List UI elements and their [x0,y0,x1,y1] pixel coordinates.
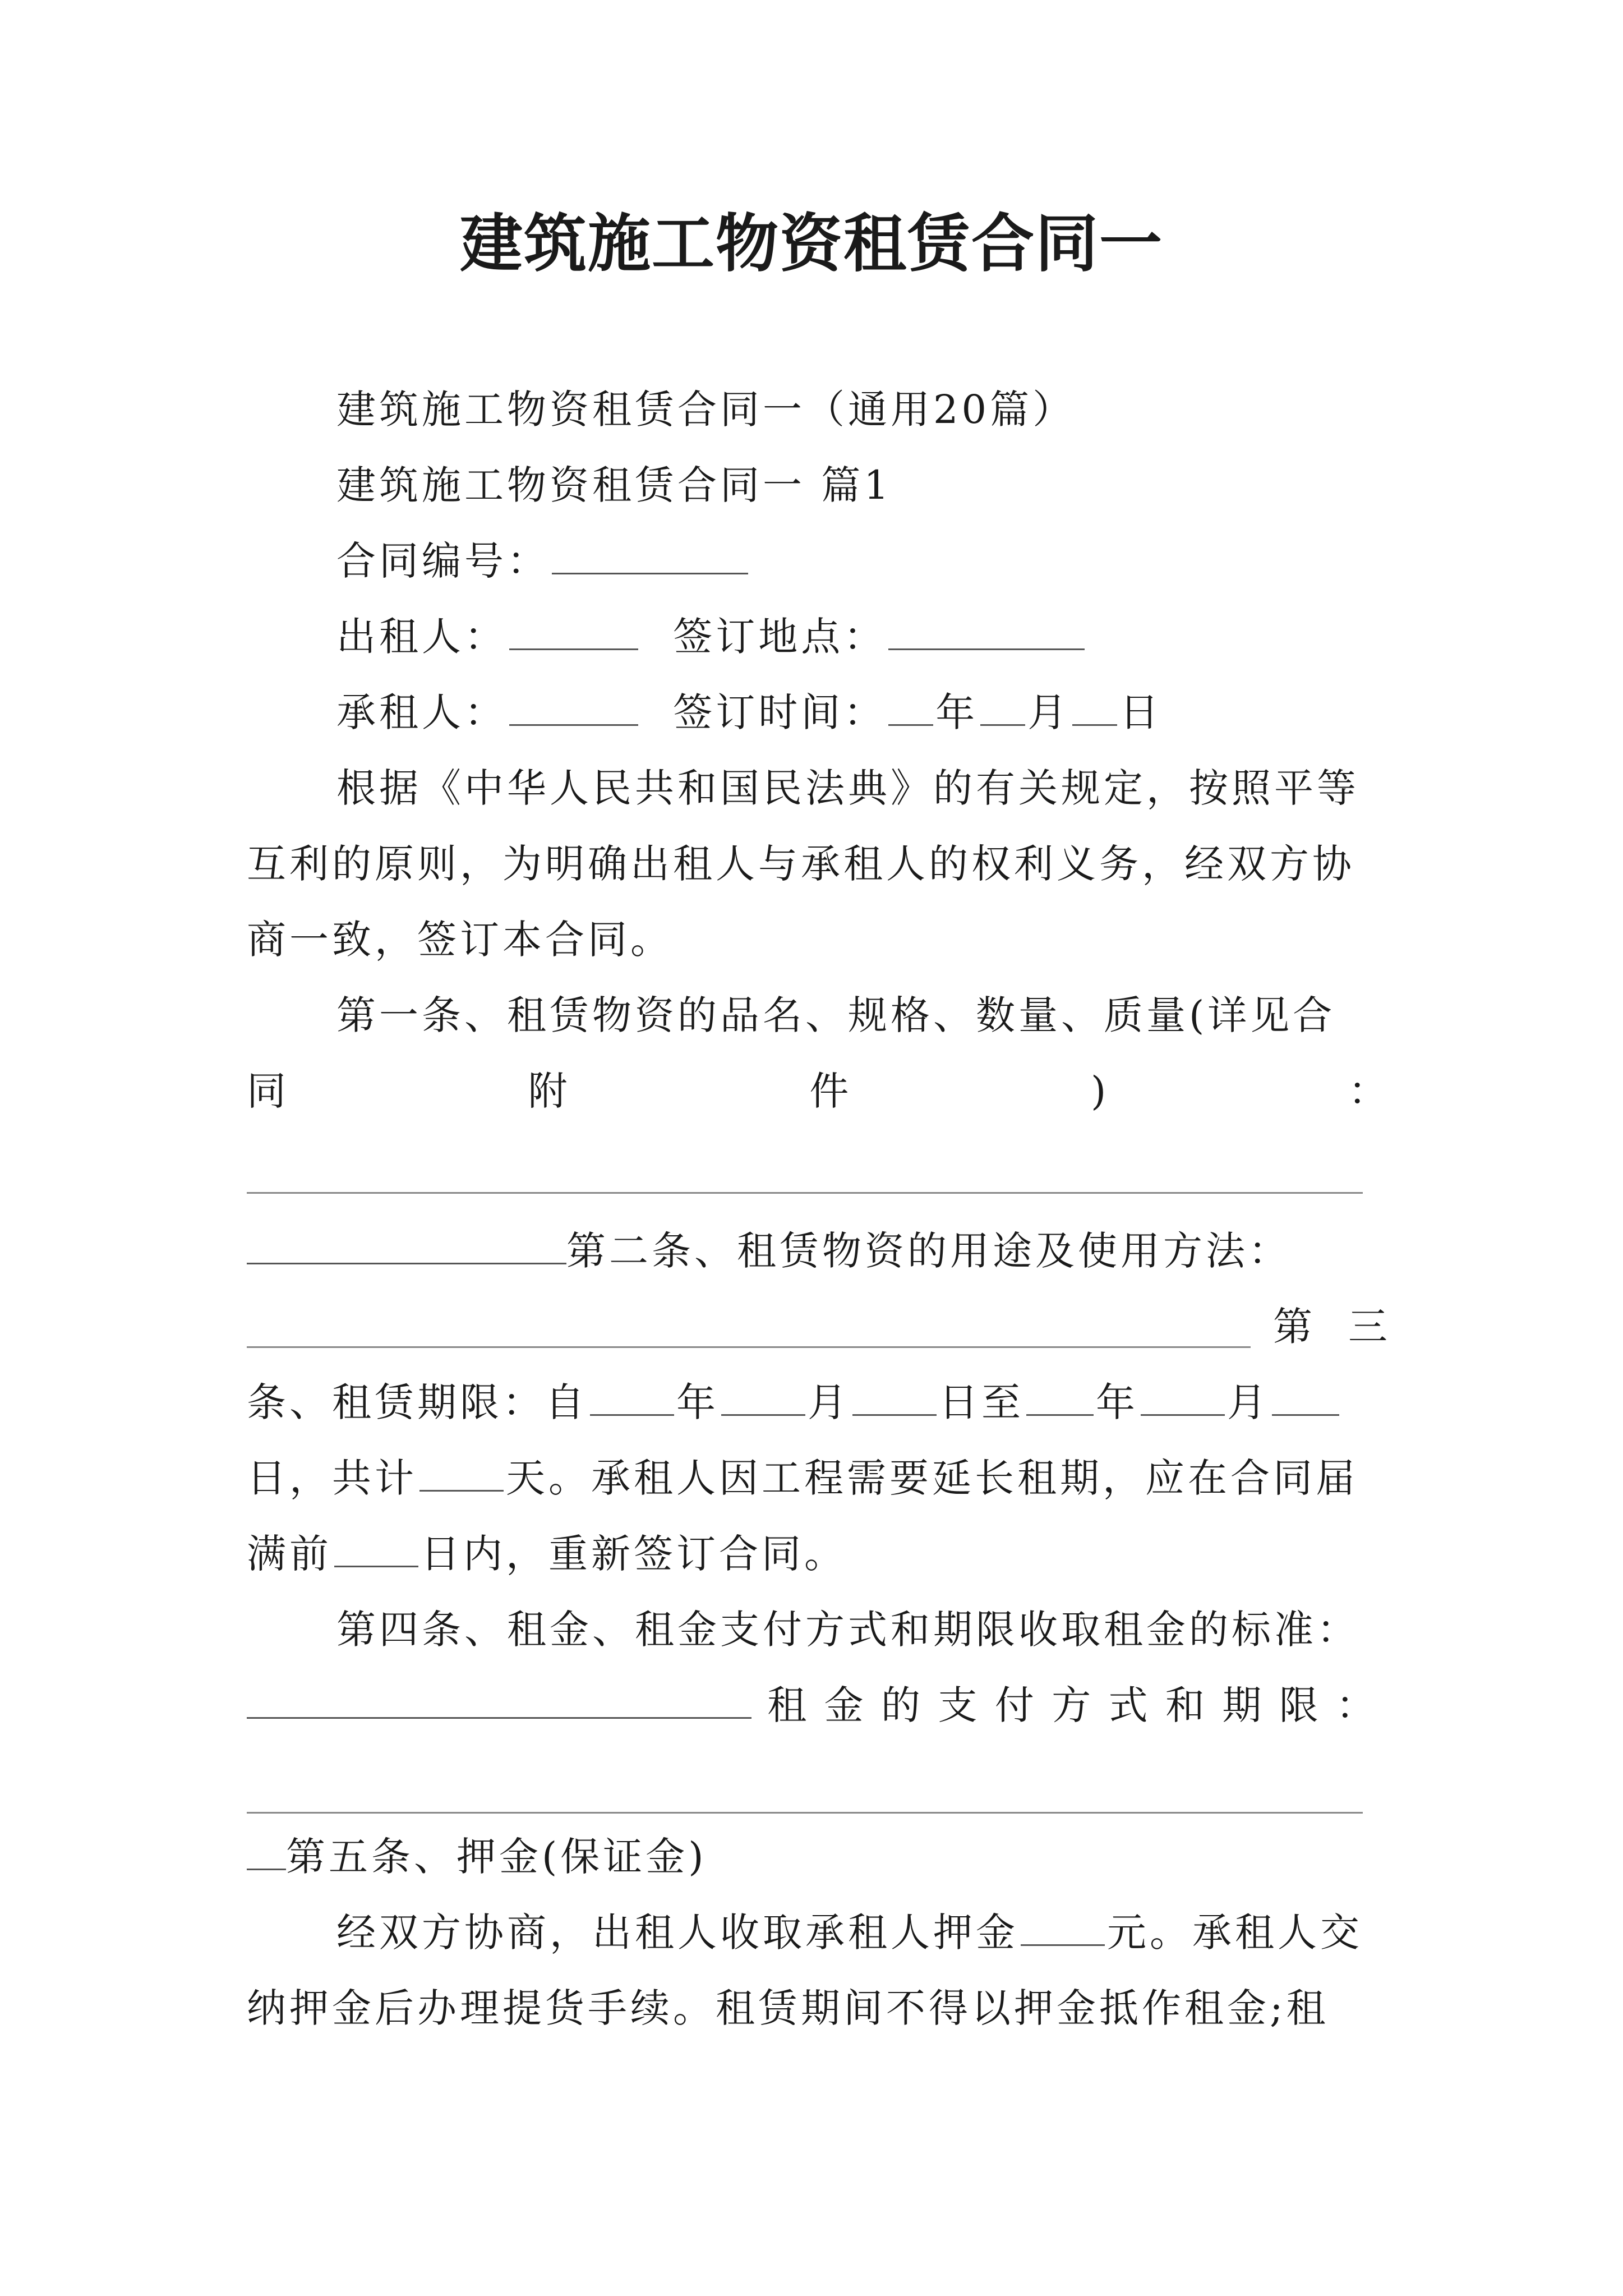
article-3-head-char: 第 [1273,1304,1316,1350]
article-3-text: 月 [808,1379,850,1425]
article-3-text: 天。承租人因工程需要延长租期，应在合同届 [506,1455,1358,1501]
lease-start-year-blank [590,1375,674,1416]
article-5-text: 经双方协商，出租人收取承租人押金 [336,1910,1018,1955]
payment-char: 期 [1222,1682,1265,1728]
rent-standard-blank [247,1678,751,1719]
article-4-line-2 [247,1677,1391,1733]
payment-char: 支 [938,1682,981,1728]
lease-end-day-blank [1272,1375,1339,1416]
article-1-fill-line [247,1192,1363,1194]
article-4-line-1: 第四条、租金、租金支付方式和期限收取租金的标准： [336,1607,1359,1653]
article-5-heading: 第五条、押金(保证金) [286,1834,707,1880]
article-5-line-1 [336,1904,1391,1961]
sign-day-unit: 日 [1119,689,1163,735]
article-4-fill-tail [247,1829,286,1870]
article-1-line-1: 第一条、租赁物资的品名、规格、数量、质量(详见合 [336,992,1336,1038]
payment-char: 式 [1108,1682,1151,1728]
article-3-text: 年 [1096,1379,1138,1425]
contract-number-label: 合同编号： [336,538,550,584]
sign-year-blank [888,685,933,726]
payment-char: ： [1336,1682,1379,1728]
article-5-line-2: 纳押金后办理提货手续。租赁期间不得以押金抵作租金;租 [247,1985,1329,2031]
article-1-char: ： [1348,1068,1391,1114]
lease-days-blank [419,1451,504,1492]
article-1-fill-tail [247,1223,566,1264]
intro-line-1: 根据《中华人民共和国民法典》的有关规定，按照平等 [336,765,1359,811]
sign-day-blank [1072,685,1117,726]
lease-end-year-blank [1026,1375,1094,1416]
article-1-char: 同 [247,1068,289,1114]
article-5-heading-row [247,1829,1391,1885]
article-3-head [1273,1299,1391,1355]
article-3-text: 日内，重新签订合同。 [421,1531,847,1577]
lease-start-month-blank [721,1375,805,1416]
article-3-line-3 [247,1526,1391,1582]
payment-char: 金 [824,1682,867,1728]
article-3-line-1 [247,1374,1391,1430]
lease-end-month-blank [1141,1375,1225,1416]
lessor-row [336,609,1391,665]
lessee-blank [509,685,638,726]
document-subtitle: 建筑施工物资租赁合同一（通用20篇） [336,386,1076,432]
page-title: 建筑施工物资租赁合同一 [460,207,1163,280]
lessor-label: 出租人： [336,614,507,660]
sign-year-unit: 年 [935,689,979,735]
sign-time-label: 签订时间： [673,689,887,735]
part-heading: 建筑施工物资租赁合同一 篇1 [336,462,892,508]
sign-month-unit: 月 [1027,689,1071,735]
sign-place-label: 签订地点： [673,614,887,660]
payment-char: 租 [767,1682,810,1728]
article-3-text: 日，共计 [247,1455,417,1501]
renewal-days-blank [334,1526,418,1567]
article-3-text: 年 [676,1379,719,1425]
sign-month-blank [980,685,1025,726]
article-3-text: 满前 [247,1531,332,1577]
sign-place-blank [888,609,1085,650]
article-3-head-char: 三 [1348,1304,1391,1350]
article-3-text: 条、租赁期限：自 [247,1379,588,1425]
article-2-text: 第二条、租赁物资的用途及使用方法： [566,1228,1291,1274]
article-5-text: 元。承租人交 [1107,1910,1363,1955]
article-3-text: 月 [1227,1379,1270,1425]
payment-char: 限 [1279,1682,1322,1728]
deposit-amount-blank [1021,1905,1105,1946]
article-2-fill-line [247,1346,1251,1348]
intro-line-2: 互利的原则，为明确出租人与承租人的权利义务，经双方协 [247,841,1355,887]
payment-char: 和 [1165,1682,1208,1728]
article-3-text: 日至 [939,1379,1024,1425]
article-1-char: ) [1091,1068,1110,1114]
contract-number-row [336,533,1391,589]
article-4-fill-line [247,1812,1363,1814]
lease-start-day-blank [852,1375,937,1416]
article-3-line-2 [247,1450,1391,1506]
intro-line-3: 商一致，签订本合同。 [247,917,673,963]
article-1-char: 件 [809,1068,852,1114]
article-2-row [247,1223,1391,1279]
lessee-row [336,684,1391,740]
payment-char: 方 [1052,1682,1095,1728]
lessor-blank [509,609,638,650]
article-1-line-2 [247,1063,1391,1119]
article-1-char: 附 [528,1068,571,1114]
payment-char: 的 [881,1682,924,1728]
contract-number-blank [552,533,748,574]
payment-char: 付 [994,1682,1038,1728]
lessee-label: 承租人： [336,689,507,735]
payment-method-label [767,1677,1378,1733]
